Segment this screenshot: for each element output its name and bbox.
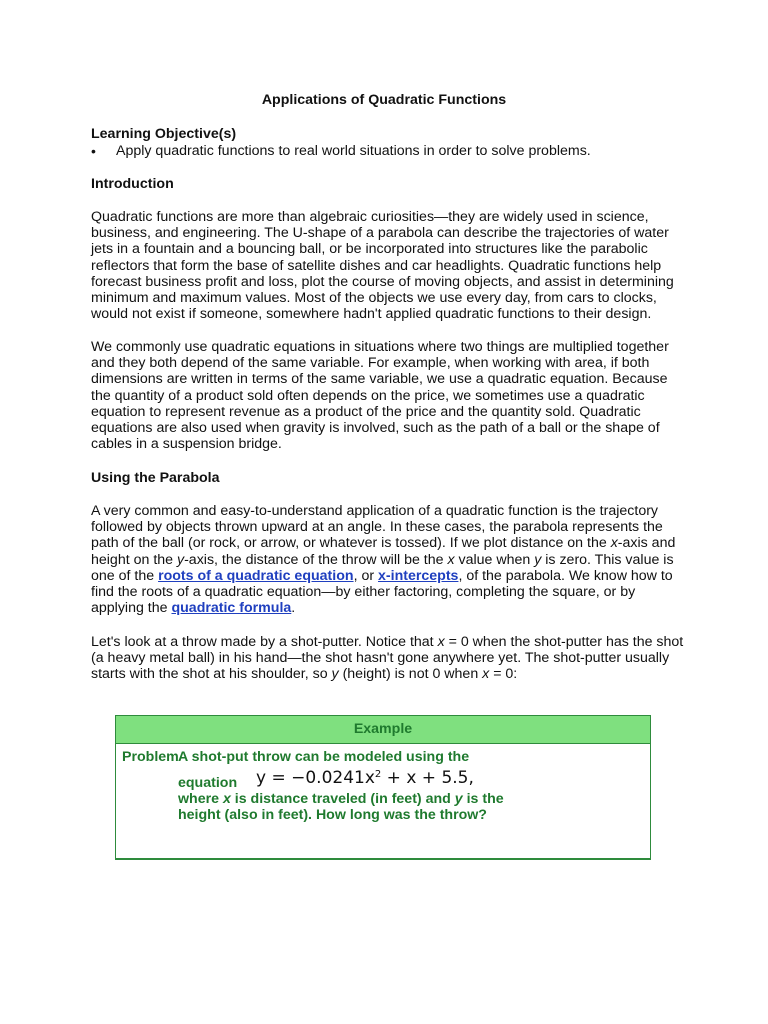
using-parabola-heading: Using the Parabola <box>91 470 220 486</box>
x-intercepts-link[interactable]: x-intercepts <box>378 567 459 584</box>
objective-text: Apply quadratic functions to real world situations in order to solve problems. <box>116 143 591 159</box>
parabola-paragraph: A very common and easy-to-understand application of a quadratic function is the trajectory followed by objects thrown upward at an angle. In these cases, the parabola represents the path of the ball (or rock, or arrow, or whatever is tossed). If we plot distance on the x-axis and height on the y-axis, the distance of the throw will be the x value when y is zero. This value is one of the roots of a quadratic equation, or x-intercepts, of the parabola. We know how to find the roots of a quadratic equation—by either factoring, completing the square, or by applying the quadratic formula. <box>91 503 676 617</box>
learning-objectives-heading: Learning Objective(s) <box>91 126 237 142</box>
document-title: Applications of Quadratic Functions <box>261 92 507 108</box>
equation-formula: $y = -0.0241x^2 + x + 5.5$, <box>256 768 474 789</box>
introduction-heading: Introduction <box>91 176 174 192</box>
equation-word: equation <box>178 775 238 792</box>
equation-line <box>178 765 508 791</box>
intro-paragraph-1: Quadratic functions are more than algebraic curiosities—they are widely used in science, business, and engineering. The U-shape of a parabola can describe the trajectories of water jets in a fountain and a bouncing ball, or be incorporated into structures like the parabolic reflectors that form the base of satellite dishes and car headlights. Quadratic functions help forecast business profit and loss, plot the course of moving objects, and assist in determining minimum and maximum values. Most of the objects we use every day, from cars to clocks, would not exist if someone, somewhere hadn't applied quadratic functions to their design. <box>91 209 674 323</box>
intro-paragraph-2: We commonly use quadratic equations in situations where two things are multiplied together and they both depend of the same variable. For example, when working with area, if both dimensions are written in terms of the same variable, we use a quadratic equation. Because the quantity of a product sold often depends on the price, we sometimes use a quadratic equation to represent revenue as a product of the price and the quantity sold. Quadratic equations are also used when gravity is involved, such as the path of a ball or the shape of cables in a suspension bridge. <box>91 339 669 453</box>
problem-line-1: A shot-put throw can be modeled using the <box>178 749 470 765</box>
problem-label: Problem <box>122 749 179 765</box>
bullet-icon: • <box>91 143 96 159</box>
example-header: Example <box>116 716 650 744</box>
example-box <box>115 715 651 860</box>
roots-of-quadratic-equation-link[interactable]: roots of a quadratic equation <box>158 567 354 584</box>
quadratic-formula-link[interactable]: quadratic formula <box>171 600 292 617</box>
shot-put-paragraph: Let's look at a throw made by a shot-putter. Notice that x = 0 when the shot-putter has the shot (a heavy metal ball) in his hand—the shot hasn't gone anywhere yet. The shot-putter usually starts with the shot at his shoulder, so y (height) is not 0 when x = 0: <box>91 634 684 683</box>
problem-text <box>178 749 508 824</box>
problem-description: where x is distance traveled (in feet) and y is the height (also in feet). How long was the throw? <box>178 791 504 824</box>
